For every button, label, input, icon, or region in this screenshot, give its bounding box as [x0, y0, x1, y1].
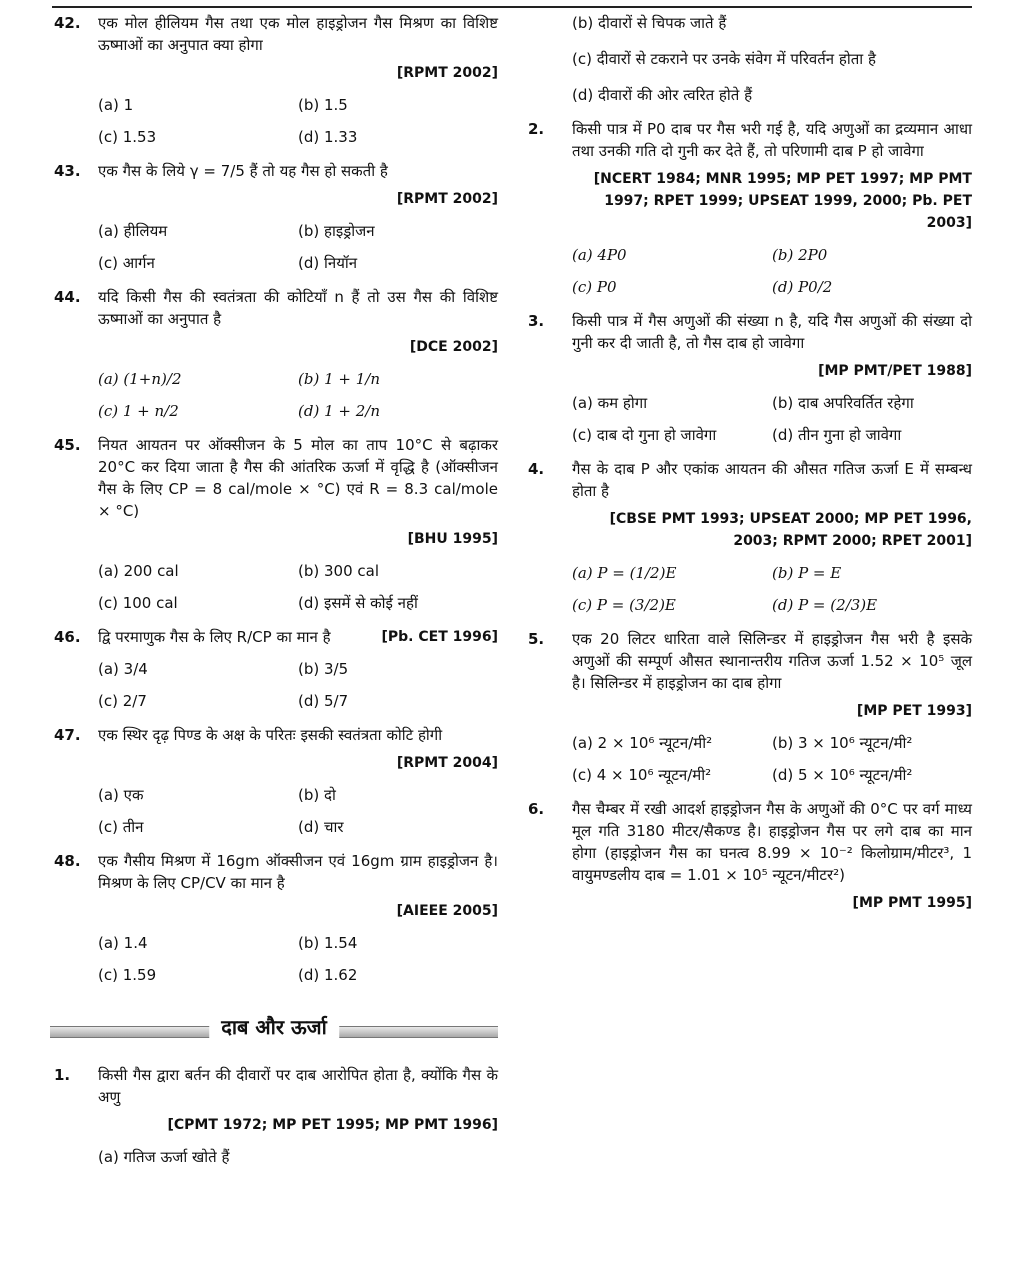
option-a: (a) एक: [98, 786, 144, 804]
question-2: [524, 118, 972, 298]
options: [572, 12, 972, 106]
option-a: (a) 1.4: [98, 934, 148, 952]
option-d: (d) P = (2/3)E: [772, 596, 878, 614]
option-d: (d) 1 + 2/n: [298, 402, 380, 420]
option-a: (a) 1: [98, 96, 134, 114]
question-number: 48.: [54, 852, 81, 870]
option-a: (a) 200 cal: [98, 562, 179, 580]
question-48: [50, 850, 498, 986]
question-number: 2.: [528, 120, 545, 138]
question-number: 6.: [528, 800, 545, 818]
top-rule: [52, 6, 972, 8]
option-a: (a) 4P0: [572, 246, 627, 264]
question-number: 4.: [528, 460, 545, 478]
question-text: गैस चैम्बर में रखी आदर्श हाइड्रोजन गैस के अणुओं की 0°C पर वर्ग माध्य मूल गति 3180 मीटर/सैकण्ड है। हाइड्रोजन गैस पर लगे दाब का मान होगा (हाइड्रोजन गैस का घनत्व 8.99 × 10⁻² किलोग्राम/मीटर³, 1 वायुमण्डलीय दाब = 1.01 × 10⁵ न्यूटन/मीटर²): [572, 800, 972, 884]
option-d: (d) 1.33: [298, 128, 358, 146]
question-number: 46.: [54, 628, 81, 646]
question-number: 42.: [54, 14, 81, 32]
question-1: [50, 1064, 498, 1168]
option-b: (b) 300 cal: [298, 562, 379, 580]
source-reference: [AIEEE 2005]: [396, 903, 498, 919]
option-a: (a) (1+n)/2: [98, 370, 182, 388]
question-44: [50, 286, 498, 422]
question-number: 5.: [528, 630, 545, 648]
question-text: किसी गैस द्वारा बर्तन की दीवारों पर दाब आरोपित होता है, क्योंकि गैस के अणु: [98, 1066, 498, 1106]
option-b: (b) 3 × 10⁶ न्यूटन/मी²: [772, 734, 913, 752]
right-column: [524, 12, 972, 918]
source-reference: [RPMT 2002]: [396, 191, 498, 207]
question-43: [50, 160, 498, 274]
option-b: (b) 3/5: [298, 660, 349, 678]
source-reference: [NCERT 1984; MNR 1995; MP PET 1997; MP PMT 1997; RPET 1999; UPSEAT 1999, 2000; Pb. PET 2003]: [593, 171, 972, 231]
option-b: (b) हाइड्रोजन: [298, 222, 375, 240]
options: [98, 784, 498, 838]
question-42: [50, 12, 498, 148]
options: [572, 732, 972, 786]
question-text: गैस के दाब P और एकांक आयतन की औसत गतिज ऊर्जा E में सम्बन्ध होता है: [572, 460, 972, 500]
question-text: एक मोल हीलियम गैस तथा एक मोल हाइड्रोजन गैस मिश्रण का विशिष्ट ऊष्माओं का अनुपात क्या होगा: [98, 14, 498, 54]
options: [98, 220, 498, 274]
option-a: (a) कम होगा: [572, 394, 648, 412]
question-text: एक गैसीय मिश्रण में 16gm ऑक्सीजन एवं 16gm ग्राम हाइड्रोजन है। मिश्रण के लिए CP/CV का मान है: [98, 852, 498, 892]
source-reference: [CPMT 1972; MP PET 1995; MP PMT 1996]: [167, 1117, 498, 1133]
option-d: (d) दीवारों की ओर त्वरित होते हैं: [572, 86, 753, 104]
source-reference: [MP PET 1993]: [856, 703, 972, 719]
option-c: (c) P = (3/2)E: [572, 596, 676, 614]
question-number: 45.: [54, 436, 81, 454]
option-c: (c) 1.59: [98, 966, 157, 984]
option-b: (b) दाब अपरिवर्तित रहेगा: [772, 394, 914, 412]
options: [572, 392, 972, 446]
option-c: (c) दीवारों से टकराने पर उनके संवेग में परिवर्तन होता है: [572, 50, 876, 68]
source-reference: [DCE 2002]: [409, 339, 498, 355]
option-b: (b) P = E: [772, 564, 842, 582]
question-number: 43.: [54, 162, 81, 180]
option-c: (c) तीन: [98, 818, 144, 836]
options: [572, 562, 972, 616]
option-b: (b) 1.54: [298, 934, 358, 952]
option-a: (a) गतिज ऊर्जा खोते हैं: [98, 1148, 230, 1166]
question-text: एक स्थिर दृढ़ पिण्ड के अक्ष के परितः इसकी स्वतंत्रता कोटि होगी: [98, 726, 443, 744]
source-reference: [Pb. CET 1996]: [381, 629, 498, 645]
question-text: एक 20 लिटर धारिता वाले सिलिन्डर में हाइड्रोजन गैस भरी है इसके अणुओं की सम्पूर्ण औसत स्थानान्तरीय गतिज ऊर्जा 1.52 × 10⁵ जूल है। सिलिन्डर में हाइड्रोजन का दाब होगा: [572, 630, 972, 692]
options: [98, 658, 498, 712]
options: [98, 560, 498, 614]
option-d: (d) चार: [298, 818, 344, 836]
source-reference: [CBSE PMT 1993; UPSEAT 2000; MP PET 1996, 2003; RPMT 2000; RPET 2001]: [609, 511, 972, 549]
question-text: एक गैस के लिये γ = 7/5 हैं तो यह गैस हो सकती है: [98, 162, 388, 180]
source-reference: [RPMT 2004]: [396, 755, 498, 771]
option-d: (d) तीन गुना हो जावेगा: [772, 426, 902, 444]
option-c: (c) 100 cal: [98, 594, 178, 612]
option-c: (c) 1 + n/2: [98, 402, 179, 420]
option-b: (b) दीवारों से चिपक जाते हैं: [572, 14, 727, 32]
option-b: (b) 1.5: [298, 96, 348, 114]
options: [98, 1146, 498, 1168]
left-column: [50, 12, 498, 1180]
options: [572, 244, 972, 298]
option-a: (a) 2 × 10⁶ न्यूटन/मी²: [572, 734, 713, 752]
option-c: (c) P0: [572, 278, 617, 296]
option-d: (d) नियॉन: [298, 254, 358, 272]
question-3: [524, 310, 972, 446]
option-b: (b) दो: [298, 786, 336, 804]
option-a: (a) P = (1/2)E: [572, 564, 677, 582]
options: [98, 368, 498, 422]
option-b: (b) 1 + 1/n: [298, 370, 380, 388]
question-text: नियत आयतन पर ऑक्सीजन के 5 मोल का ताप 10°C से बढ़ाकर 20°C कर दिया जाता है गैस की आंतरिक ऊर्जा में वृद्धि है (ऑक्सीजन गैस के लिए CP = 8 cal/mole × °C) एवं R = 8.3 cal/mole × °C): [98, 436, 498, 520]
option-c: (c) 4 × 10⁶ न्यूटन/मी²: [572, 766, 712, 784]
option-c: (c) दाब दो गुना हो जावेगा: [572, 426, 717, 444]
source-reference: [BHU 1995]: [407, 531, 498, 547]
section-title: दाब और ऊर्जा: [209, 1016, 339, 1038]
question-5: [524, 628, 972, 786]
option-d: (d) 5/7: [298, 692, 349, 710]
option-b: (b) 2P0: [772, 246, 828, 264]
options: [98, 932, 498, 986]
question-text: किसी पात्र में P0 दाब पर गैस भरी गई है, यदि अणुओं का द्रव्यमान आधा तथा उनकी गति दो गुनी कर देते हैं, तो परिणामी दाब P हो जावेगा: [572, 120, 972, 160]
option-a: (a) हीलियम: [98, 222, 168, 240]
question-text: द्वि परमाणुक गैस के लिए R/CP का मान है: [98, 628, 331, 646]
option-d: (d) 5 × 10⁶ न्यूटन/मी²: [772, 766, 913, 784]
question-47: [50, 724, 498, 838]
option-c: (c) 2/7: [98, 692, 147, 710]
option-a: (a) 3/4: [98, 660, 148, 678]
question-46: [50, 626, 498, 712]
option-d: (d) इसमें से कोई नहीं: [298, 594, 418, 612]
question-1-continued: [524, 12, 972, 106]
option-d: (d) 1.62: [298, 966, 358, 984]
question-6: [524, 798, 972, 914]
option-d: (d) P0/2: [772, 278, 833, 296]
option-c: (c) आर्गन: [98, 254, 155, 272]
section-header: [50, 1015, 498, 1046]
question-number: 3.: [528, 312, 545, 330]
question-text: यदि किसी गैस की स्वतंत्रता की कोटियाँ n हैं तो उस गैस की विशिष्ट ऊष्माओं का अनुपात है: [98, 288, 498, 328]
source-reference: [MP PMT 1995]: [852, 895, 972, 911]
source-reference: [RPMT 2002]: [396, 65, 498, 81]
question-number: 1.: [54, 1066, 71, 1084]
source-reference: [MP PMT/PET 1988]: [818, 363, 972, 379]
question-text: किसी पात्र में गैस अणुओं की संख्या n है, यदि गैस अणुओं की संख्या दो गुनी कर दी जाती है, तो गैस दाब हो जावेगा: [572, 312, 972, 352]
question-number: 44.: [54, 288, 81, 306]
options: [98, 94, 498, 148]
option-c: (c) 1.53: [98, 128, 157, 146]
question-4: [524, 458, 972, 616]
question-45: [50, 434, 498, 614]
question-number: 47.: [54, 726, 81, 744]
